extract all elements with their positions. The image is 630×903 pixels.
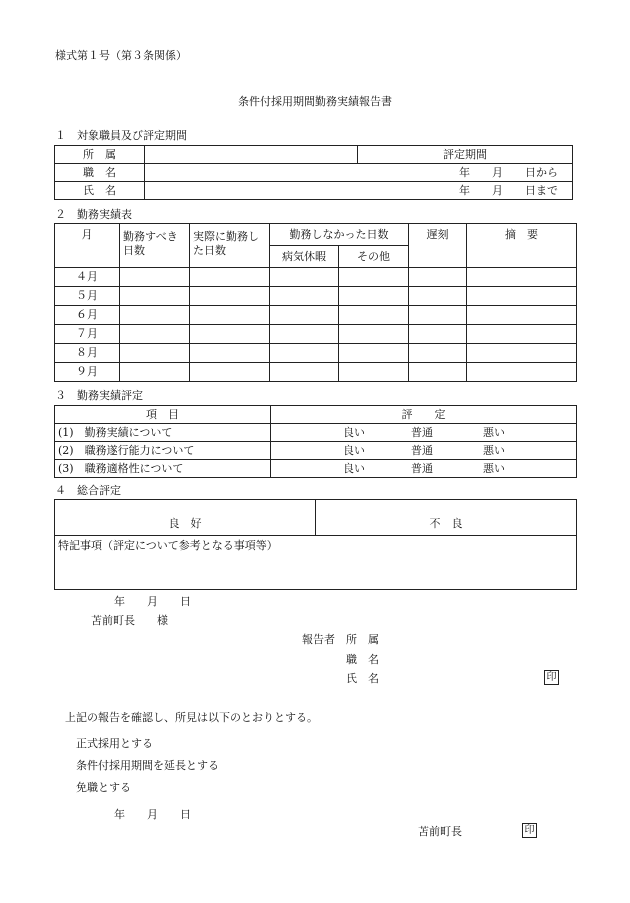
label-dept: 所 属	[55, 146, 145, 164]
table-row	[55, 460, 577, 478]
label-title: 職 名	[55, 164, 145, 182]
row-dept	[55, 146, 573, 164]
reporter-label: 報告者	[302, 633, 335, 646]
table-row	[55, 424, 577, 442]
overall-good: 良 好	[55, 500, 316, 536]
table-row	[55, 344, 577, 363]
month-cell: ７月	[55, 325, 120, 344]
option-normal: 普通	[411, 462, 433, 475]
addressee: 苫前町長 様	[91, 614, 168, 627]
month-cell: ４月	[55, 268, 120, 287]
month-cell: ６月	[55, 306, 120, 325]
section2-heading: ２ 勤務実績表	[55, 208, 132, 221]
eval-item: (1) 勤務実績について	[55, 424, 271, 442]
month-cell: ５月	[55, 287, 120, 306]
header-other: その他	[339, 246, 409, 268]
table-row	[55, 268, 577, 287]
header-actual-work: 実際に勤務した日数	[190, 224, 270, 268]
option-good: 良い	[343, 444, 365, 457]
overall-table	[54, 499, 577, 590]
header-late: 遅刻	[409, 224, 467, 268]
eval-item: (2) 職務遂行能力について	[55, 442, 271, 460]
overall-bad: 不 良	[316, 500, 577, 536]
reporter-seal: 印	[544, 670, 559, 685]
label-name: 氏 名	[55, 182, 145, 200]
option-bad: 悪い	[483, 426, 505, 439]
table-row	[55, 325, 577, 344]
header-month: 月	[55, 224, 120, 268]
decision-date: 年 月 日	[114, 808, 191, 821]
option-bad: 悪い	[483, 462, 505, 475]
header-should-work: 勤務すべき日数	[120, 224, 190, 268]
option-good: 良い	[343, 462, 365, 475]
month-cell: ９月	[55, 363, 120, 382]
table-row	[55, 442, 577, 460]
header-sick-leave: 病気休暇	[270, 246, 339, 268]
period-to: 年 月 日まで	[358, 182, 573, 200]
row-title	[55, 164, 573, 182]
reporter-dept: 所 属	[346, 633, 379, 646]
table-row	[55, 287, 577, 306]
special-remarks: 特記事項（評定について参考となる事項等）	[55, 536, 577, 590]
option-extend: 条件付採用期間を延長とする	[76, 759, 219, 772]
eval-item: (3) 職務適格性について	[55, 460, 271, 478]
period-from: 年 月 日から	[358, 164, 573, 182]
value-name	[145, 182, 358, 200]
value-dept	[145, 146, 358, 164]
option-formal-hire: 正式採用とする	[76, 737, 153, 750]
option-bad: 悪い	[483, 444, 505, 457]
value-title	[145, 164, 358, 182]
header-not-worked: 勤務しなかった日数	[270, 224, 409, 246]
option-dismiss: 免職とする	[76, 781, 131, 794]
reporter-title: 職 名	[346, 653, 379, 666]
section4-heading: ４ 総合評定	[55, 484, 121, 497]
section1-table	[54, 145, 573, 200]
header-remarks: 摘 要	[467, 224, 577, 268]
header-evaluation: 評 定	[271, 406, 577, 424]
table-row	[55, 363, 577, 382]
section3-heading: ３ 勤務実績評定	[55, 389, 143, 402]
evaluation-table	[54, 405, 577, 478]
document-title: 条件付採用期間勤務実績報告書	[238, 95, 392, 108]
mayor-signature: 苫前町長	[418, 825, 462, 838]
confirm-text: 上記の報告を確認し、所見は以下のとおりとする。	[65, 711, 318, 724]
mayor-seal: 印	[522, 823, 537, 838]
header-item: 項 目	[55, 406, 271, 424]
row-name	[55, 182, 573, 200]
table-row	[55, 306, 577, 325]
report-date: 年 月 日	[114, 595, 191, 608]
section1-heading: １ 対象職員及び評定期間	[55, 129, 187, 142]
option-normal: 普通	[411, 426, 433, 439]
option-good: 良い	[343, 426, 365, 439]
reporter-name: 氏 名	[346, 672, 379, 685]
month-cell: ８月	[55, 344, 120, 363]
option-normal: 普通	[411, 444, 433, 457]
eval-period-label: 評定期間	[358, 146, 573, 164]
attendance-table	[54, 223, 577, 382]
form-id: 様式第１号（第３条関係）	[55, 49, 187, 62]
